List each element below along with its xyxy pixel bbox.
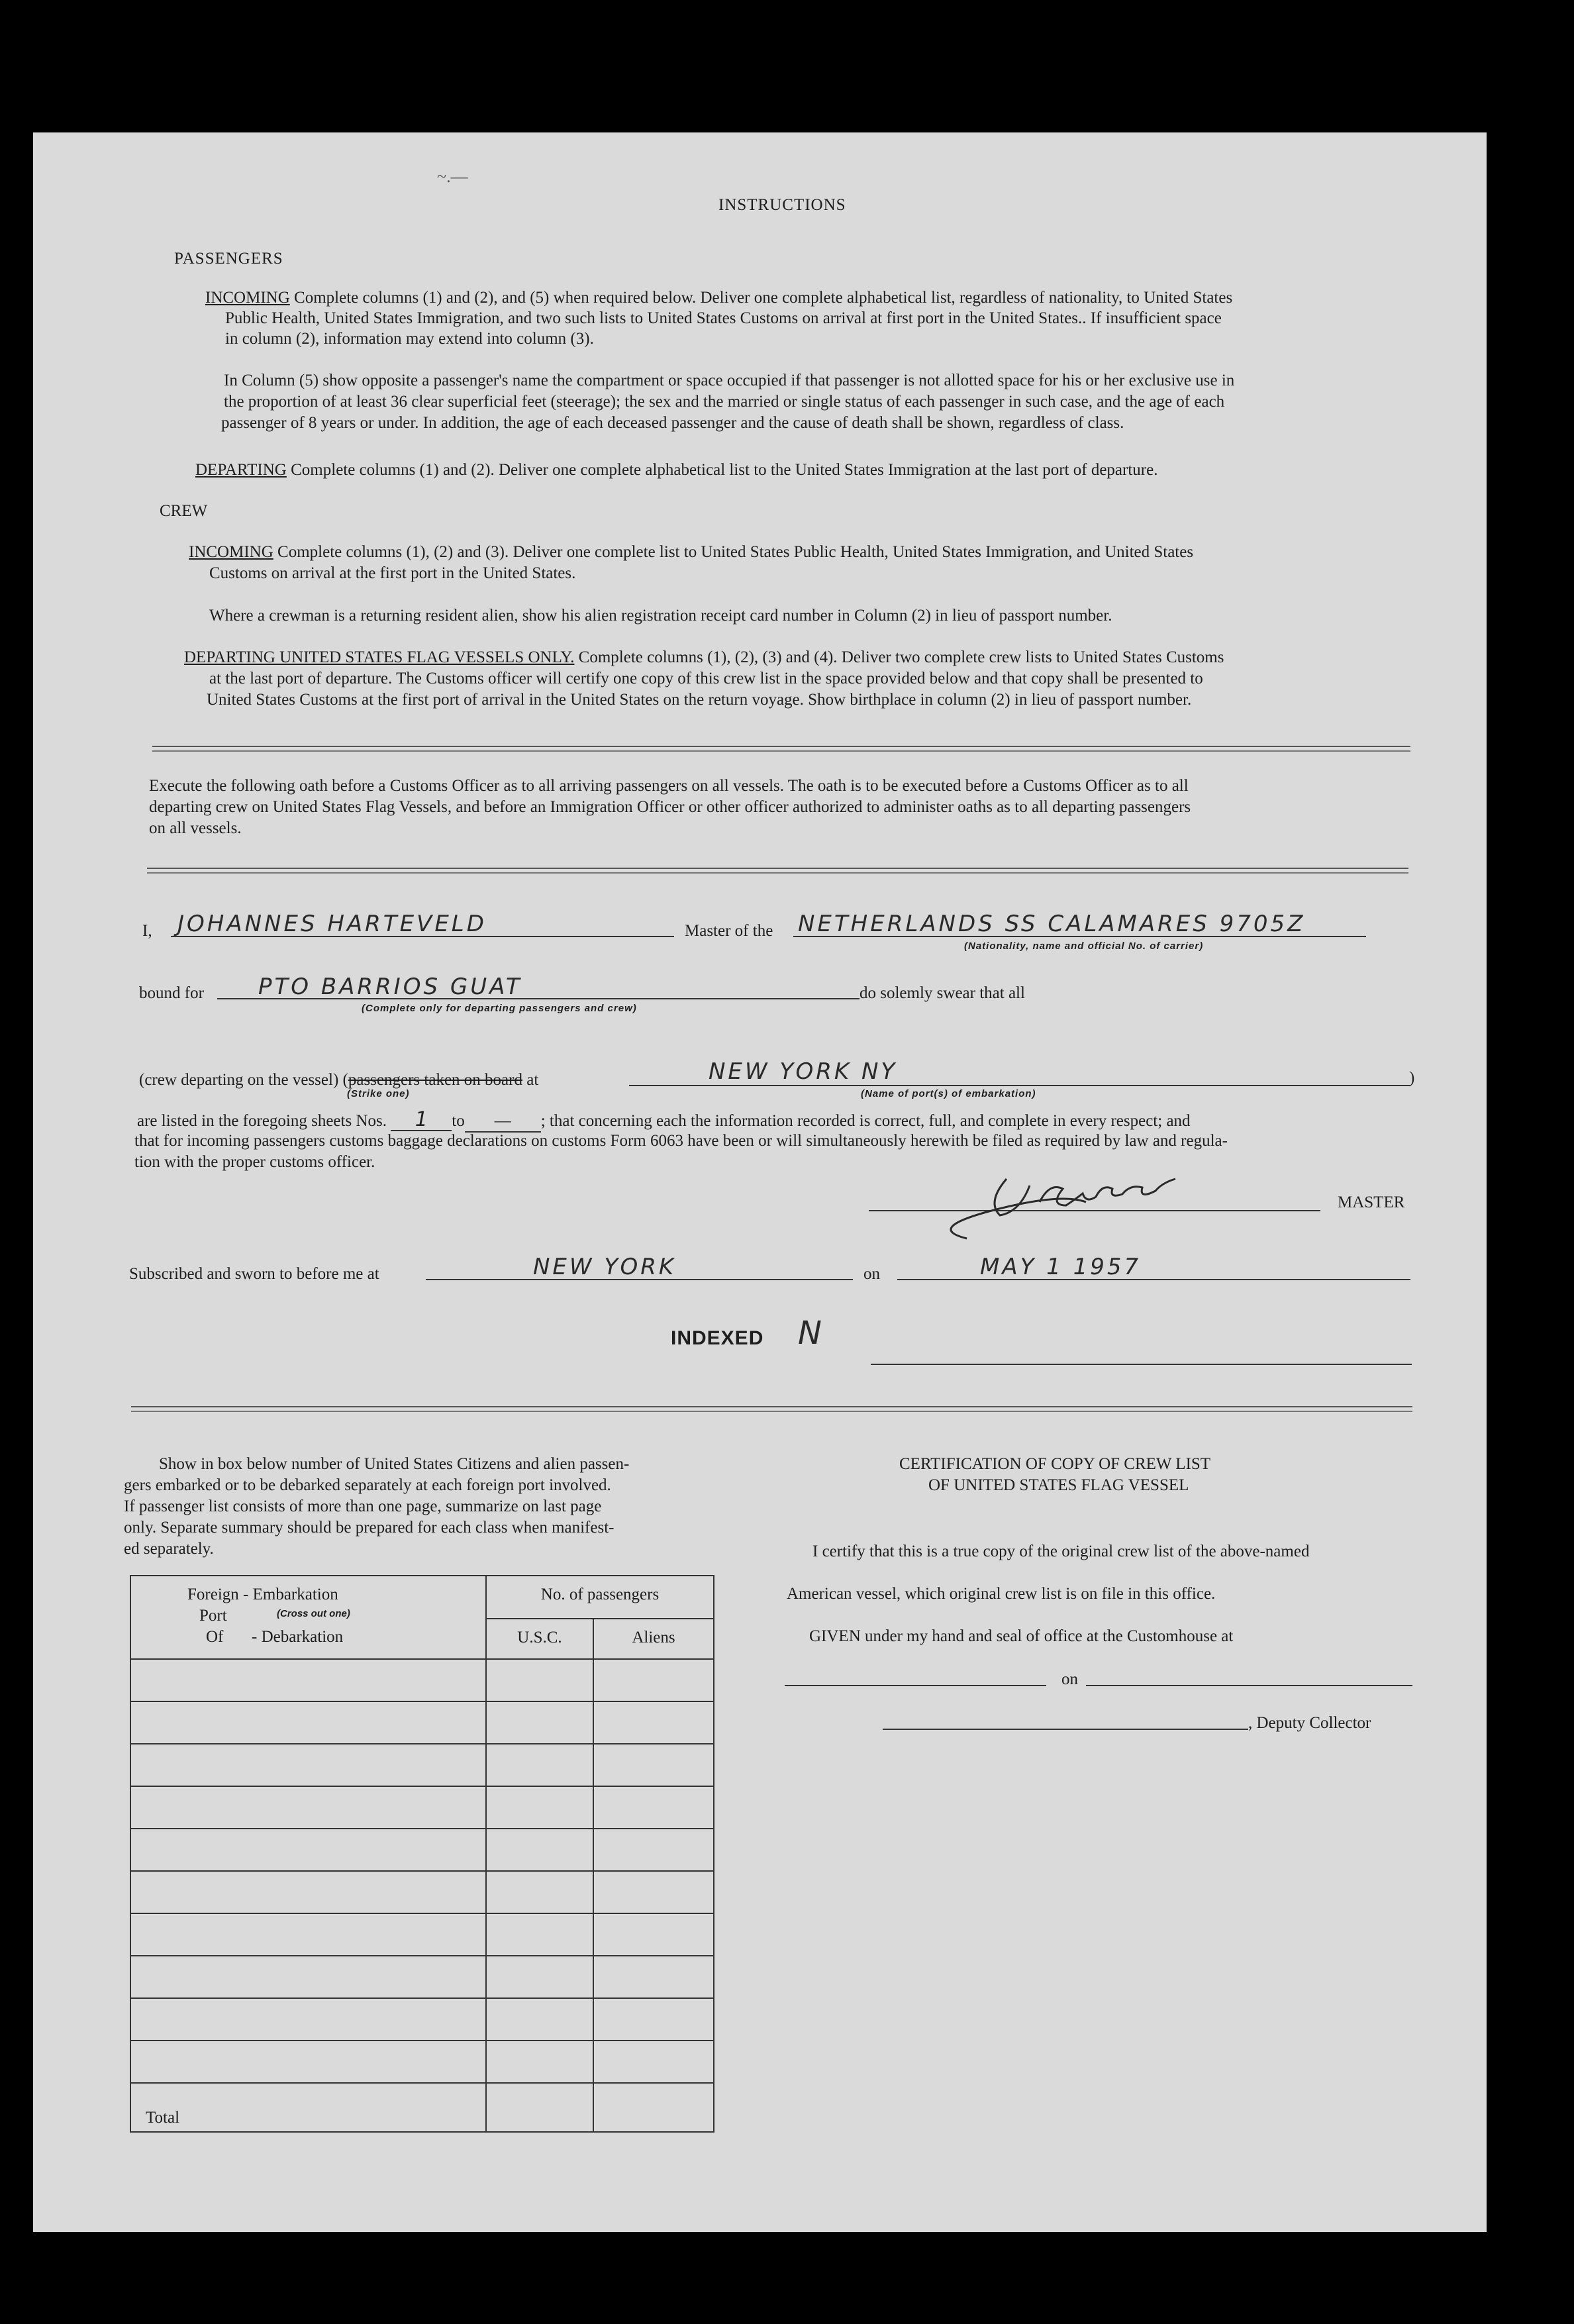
strike-caption: (Strike one)	[347, 1088, 410, 1099]
aliens-cell[interactable]	[593, 1659, 714, 1701]
port-cell[interactable]	[130, 2041, 486, 2083]
aliens-cell[interactable]	[593, 1786, 714, 1829]
struck-passengers-text: passengers taken on board	[348, 1071, 522, 1089]
aliens-cell[interactable]	[593, 1871, 714, 1913]
total-usc-cell[interactable]	[486, 2083, 593, 2132]
cross-out-caption: (Cross out one)	[277, 1608, 350, 1619]
sworn-date-line	[897, 1279, 1410, 1280]
indexed-label: INDEXED	[671, 1327, 764, 1349]
sworn-on-label: on	[863, 1265, 880, 1283]
destination: PTO BARRIOS GUAT	[258, 974, 522, 1000]
crew-incoming-line-1	[189, 542, 1193, 562]
port-cell[interactable]	[130, 1786, 486, 1829]
sheets-line	[137, 1109, 1191, 1133]
indexed-line	[871, 1364, 1412, 1365]
oath-line-3: tion with the proper customs officer.	[134, 1153, 375, 1171]
vessel-name: NETHERLANDS SS CALAMARES 9705Z	[798, 911, 1306, 937]
aliens-cell[interactable]	[593, 1913, 714, 1956]
indexed-mark: N	[798, 1315, 824, 1352]
sheet-to: —	[465, 1111, 541, 1133]
passengers-incoming-line-1	[205, 287, 1232, 308]
embarkation-port: NEW YORK NY	[709, 1058, 898, 1085]
certification-on-label: on	[1061, 1670, 1078, 1688]
crew-departing-text-1: Complete columns (1), (2), (3) and (4). Deliver two complete crew lists to United States Customs	[578, 648, 1224, 666]
certification-line-3: GIVEN under my hand and seal of office at the Customhouse at	[809, 1627, 1234, 1645]
master-name: JOHANNES HARTEVELD	[177, 911, 487, 937]
aliens-cell[interactable]	[593, 1701, 714, 1744]
crew-resident-line: Where a crewman is a returning resident alien, show his alien registration receipt card number in Column (2) in lieu of passport number.	[209, 607, 1112, 625]
port-line	[629, 1085, 1410, 1086]
certification-line-1: I certify that this is a true copy of the original crew list of the above-named	[812, 1542, 1310, 1560]
column5-line-2: the proportion of at least 36 clear superficial feet (steerage); the sex and the married or single status of each passenger in such case, and the age of each	[224, 393, 1225, 411]
at-label: at	[526, 1071, 539, 1089]
usc-cell[interactable]	[486, 1659, 593, 1701]
aliens-cell[interactable]	[593, 1998, 714, 2041]
total-aliens-cell[interactable]	[593, 2083, 714, 2132]
top-mark: ~.—	[437, 167, 468, 186]
certification-line-2: American vessel, which original crew list is on file in this office.	[787, 1585, 1216, 1603]
column5-line-3: passenger of 8 years or under. In addition, the age of each deceased passenger and the cause of death shall be shown, regardless of class.	[221, 414, 1124, 432]
aliens-header: Aliens	[593, 1619, 714, 1659]
oath-i-label: I,	[142, 922, 152, 940]
no-passengers-header: No. of passengers	[486, 1576, 714, 1619]
usc-cell[interactable]	[486, 1701, 593, 1744]
usc-cell[interactable]	[486, 1829, 593, 1871]
subscribed-label: Subscribed and sworn to before me at	[129, 1265, 379, 1283]
sworn-place: NEW YORK	[533, 1254, 677, 1280]
aliens-cell[interactable]	[593, 1829, 714, 1871]
table-row	[130, 1744, 714, 1786]
bound-caption: (Complete only for departing passengers and crew)	[362, 1003, 637, 1014]
port-cell[interactable]	[130, 1871, 486, 1913]
passengers-departing-text: Complete columns (1) and (2). Deliver one complete alphabetical list to the United States Immigration at the last port of departure.	[291, 461, 1158, 479]
table-header-row	[130, 1576, 714, 1619]
aliens-cell[interactable]	[593, 1956, 714, 1998]
passengers-incoming-text-1: Complete columns (1) and (2), and (5) when required below. Deliver one complete alphabetical list, regardless of nationality, to United States	[294, 289, 1233, 307]
passengers-departing-label: DEPARTING	[195, 461, 287, 479]
usc-cell[interactable]	[486, 1744, 593, 1786]
port-word: Port	[199, 1607, 227, 1625]
master-label: MASTER	[1338, 1193, 1405, 1211]
oath-instructions-line-1: Execute the following oath before a Customs Officer as to all arriving passengers on all vessels. The oath is to be executed before a Customs Officer as to all	[149, 777, 1189, 795]
table-row	[130, 1786, 714, 1829]
oath-instructions-line-3: on all vessels.	[149, 819, 242, 837]
deputy-collector-label: , Deputy Collector	[1248, 1714, 1371, 1732]
certification-title-2: OF UNITED STATES FLAG VESSEL	[928, 1476, 1189, 1494]
table-row	[130, 1871, 714, 1913]
separator-1	[152, 746, 1410, 752]
page-title: INSTRUCTIONS	[718, 196, 846, 214]
summary-body	[130, 1659, 714, 2083]
summary-instr-line-3: If passenger list consists of more than one page, summarize on last page	[124, 1497, 602, 1515]
separator-2	[147, 868, 1408, 874]
separator-3	[131, 1406, 1412, 1412]
swear-label: do solemly swear that all	[860, 984, 1025, 1002]
oath-line-2: that for incoming passengers customs baggage declarations on customs Form 6063 have been or will simultaneously herewith be filed as required by law and regula-	[134, 1132, 1228, 1150]
debarkation-word: - Debarkation	[252, 1628, 344, 1646]
port-cell[interactable]	[130, 1744, 486, 1786]
table-row	[130, 1829, 714, 1871]
table-row	[130, 1701, 714, 1744]
table-row	[130, 1659, 714, 1701]
crew-departing-line-1	[184, 647, 1224, 668]
summary-instr-line-2: gers embarked or to be debarked separately at each foreign port involved.	[124, 1476, 611, 1494]
crew-heading: CREW	[160, 502, 208, 520]
oath-instructions-line-2: departing crew on United States Flag Vessels, and before an Immigration Officer or other officer authorized to administer oaths as to all departing passengers	[149, 798, 1191, 816]
crew-incoming-line-2: Customs on arrival at the first port in the United States.	[209, 564, 576, 582]
table-row	[130, 2041, 714, 2083]
certification-title-1: CERTIFICATION OF COPY OF CREW LIST	[899, 1455, 1211, 1473]
crew-incoming-text-1: Complete columns (1), (2) and (3). Deliver one complete list to United States Public Health, United States Immigration, and United States	[277, 543, 1194, 561]
aliens-cell[interactable]	[593, 1744, 714, 1786]
table-row	[130, 1913, 714, 1956]
port-cell[interactable]	[130, 1956, 486, 1998]
sheet-from: 1	[391, 1109, 452, 1131]
passengers-heading: PASSENGERS	[174, 250, 283, 268]
usc-cell[interactable]	[486, 1871, 593, 1913]
sheets-to-label: to	[452, 1112, 465, 1130]
of-word: Of	[206, 1628, 224, 1646]
port-cell[interactable]	[130, 1998, 486, 2041]
column5-line-1: In Column (5) show opposite a passenger's name the compartment or space occupied if that passenger is not allotted space for his or her exclusive use in	[224, 372, 1235, 389]
crew-departing-label: DEPARTING UNITED STATES FLAG VESSELS ONLY.	[184, 648, 575, 666]
passengers-incoming-line-2: Public Health, United States Immigration, and two such lists to United States Customs on arrival at first port in the United States.. If insufficient space	[225, 309, 1222, 327]
summary-instr-line-5: ed separately.	[124, 1540, 214, 1558]
vessel-caption: (Nationality, name and official No. of carrier)	[964, 940, 1204, 952]
table-row	[130, 1956, 714, 1998]
usc-cell[interactable]	[486, 1913, 593, 1956]
usc-header: U.S.C.	[486, 1619, 593, 1659]
sheets-rest: ; that concerning each the information recorded is correct, full, and complete in every respect; and	[540, 1112, 1191, 1130]
master-of-label: Master of the	[685, 922, 773, 940]
passengers-incoming-label: INCOMING	[205, 289, 290, 307]
crew-departing-clause	[139, 1070, 538, 1090]
usc-cell[interactable]	[486, 2041, 593, 2083]
total-label-cell: Total	[130, 2083, 486, 2132]
passenger-summary-table	[130, 1575, 714, 2133]
master-signature	[887, 1166, 1232, 1245]
sheets-prefix: are listed in the foregoing sheets Nos.	[137, 1112, 387, 1130]
summary-instr-line-1: Show in box below number of United States Citizens and alien passen-	[159, 1455, 630, 1473]
port-header-cell	[130, 1576, 486, 1659]
customhouse-line	[785, 1685, 1046, 1686]
port-caption: (Name of port(s) of embarkation)	[861, 1088, 1036, 1099]
aliens-cell[interactable]	[593, 2041, 714, 2083]
usc-cell[interactable]	[486, 1956, 593, 1998]
crew-departing-line-3: United States Customs at the first port of arrival in the United States on the return voyage. Show birthplace in column (2) in lieu of passport number.	[207, 691, 1192, 709]
total-row	[130, 2083, 714, 2132]
sworn-date: MAY 1 1957	[980, 1254, 1142, 1280]
port-cell[interactable]	[130, 1913, 486, 1956]
port-cell[interactable]	[130, 1829, 486, 1871]
crew-departing-text: (crew departing on the vessel) (	[139, 1071, 348, 1089]
crew-incoming-label: INCOMING	[189, 543, 273, 561]
bound-for-label: bound for	[139, 984, 204, 1002]
passengers-departing-line	[195, 460, 1157, 480]
port-cell[interactable]	[130, 1701, 486, 1744]
usc-cell[interactable]	[486, 1998, 593, 2041]
passengers-incoming-line-3: in column (2), information may extend into column (3).	[225, 330, 594, 348]
summary-instr-line-4: only. Separate summary should be prepared for each class when manifest-	[124, 1519, 615, 1537]
foreign-port-header: Foreign - Embarkation	[187, 1586, 338, 1603]
deputy-signature-line	[883, 1729, 1248, 1730]
crew-departing-line-2: at the last port of departure. The Customs officer will certify one copy of this crew list in the space provided below and that copy shall be presented to	[209, 670, 1203, 687]
usc-cell[interactable]	[486, 1786, 593, 1829]
port-cell[interactable]	[130, 1659, 486, 1701]
table-row	[130, 1998, 714, 2041]
certification-date-line	[1086, 1685, 1412, 1686]
port-close-paren: )	[1409, 1069, 1415, 1087]
